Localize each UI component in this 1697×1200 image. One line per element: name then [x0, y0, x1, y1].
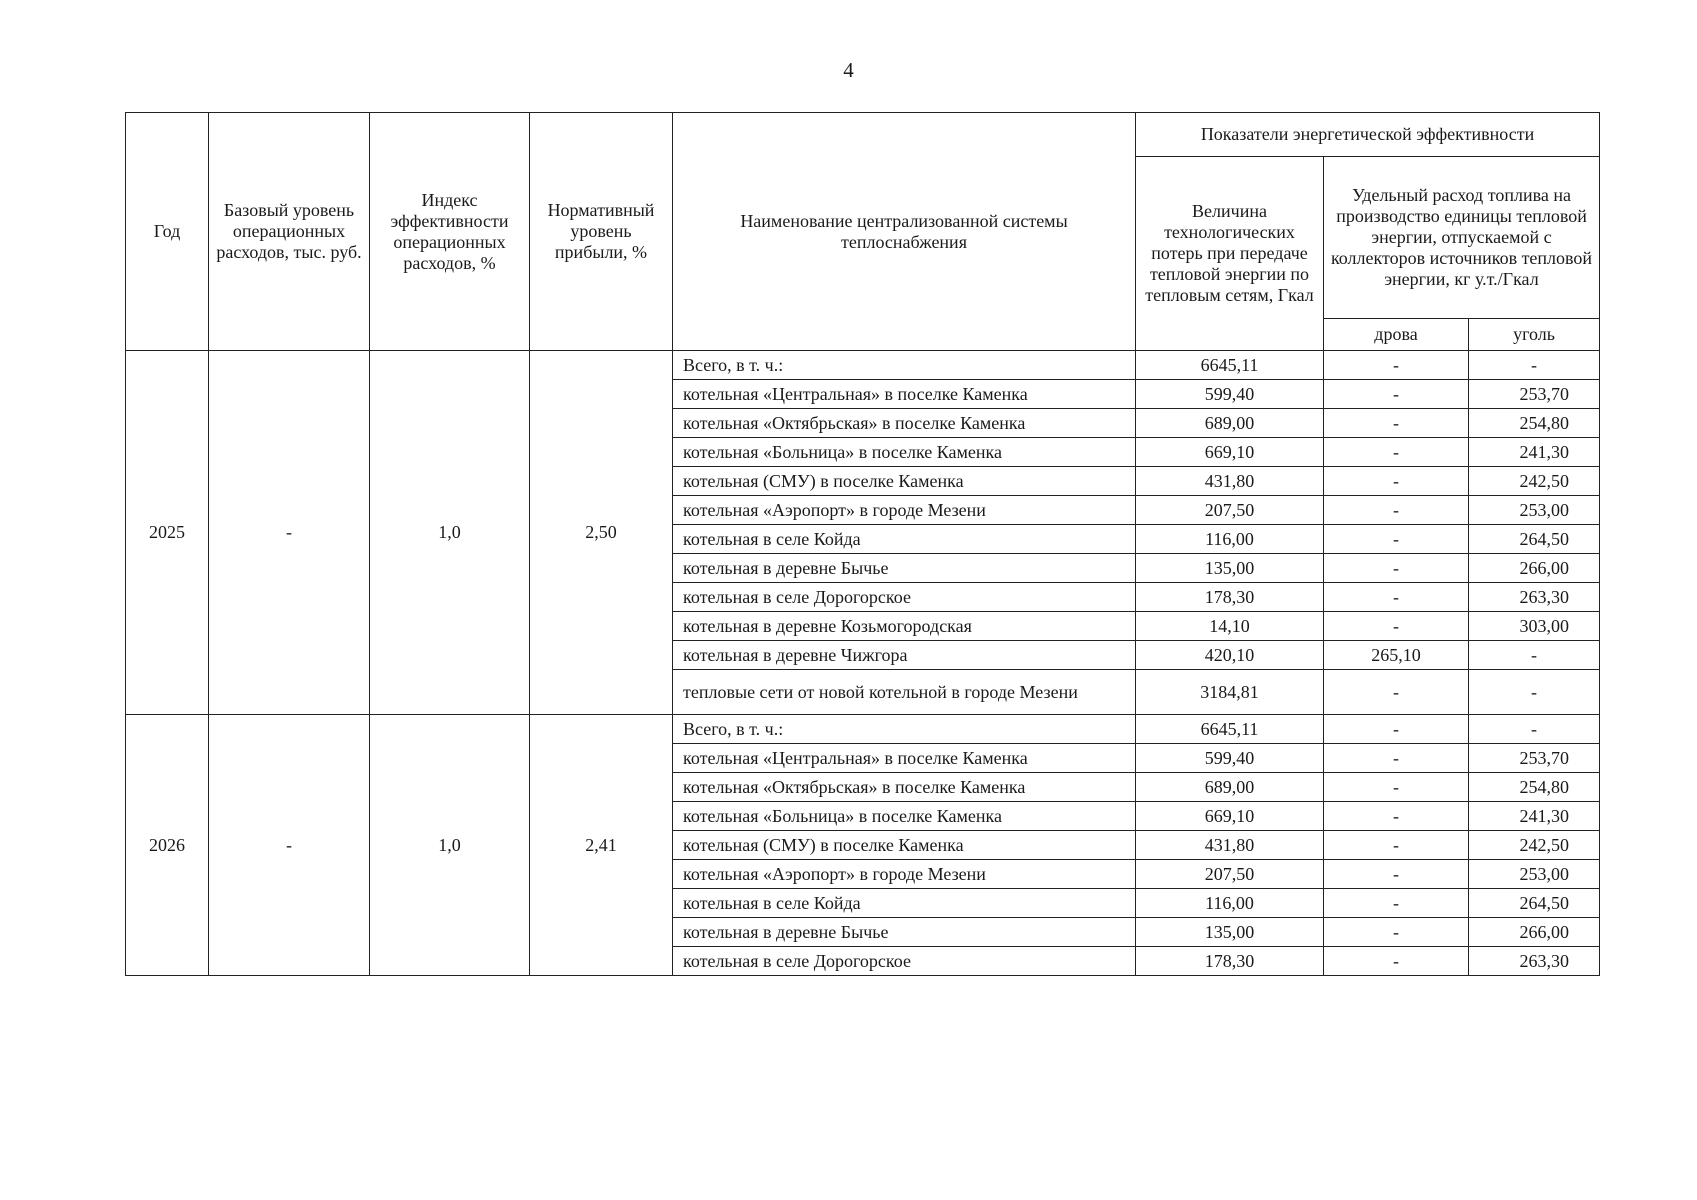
header-system-name: Наименование централизованной системы теплоснабжения — [673, 113, 1136, 351]
system-name-cell: котельная «Аэропорт» в городе Мезени — [673, 496, 1136, 525]
losses-cell: 6645,11 — [1136, 715, 1324, 744]
losses-cell: 3184,81 — [1136, 670, 1324, 715]
coal-cell: 254,80 — [1469, 409, 1600, 438]
header-fuel-consumption: Удельный расход топлива на производство единицы тепловой энергии, отпускаемой с коллекторов источников тепловой энергии, кг у.т./Гкал — [1324, 157, 1600, 319]
coal-cell: 241,30 — [1469, 802, 1600, 831]
coal-cell: - — [1469, 715, 1600, 744]
header-firewood: дрова — [1324, 319, 1469, 351]
system-name-cell: котельная (СМУ) в поселке Каменка — [673, 831, 1136, 860]
table-body — [126, 351, 1600, 976]
firewood-cell: - — [1324, 918, 1469, 947]
group-year: 2025 — [126, 351, 209, 715]
system-name-cell: котельная (СМУ) в поселке Каменка — [673, 467, 1136, 496]
firewood-cell: - — [1324, 409, 1469, 438]
coal-cell: 264,50 — [1469, 889, 1600, 918]
losses-cell: 14,10 — [1136, 612, 1324, 641]
coal-cell: 253,70 — [1469, 380, 1600, 409]
group-profit-level: 2,41 — [530, 715, 673, 976]
firewood-cell: - — [1324, 860, 1469, 889]
coal-cell: 253,00 — [1469, 496, 1600, 525]
losses-cell: 207,50 — [1136, 496, 1324, 525]
losses-cell: 431,80 — [1136, 467, 1324, 496]
losses-cell: 135,00 — [1136, 918, 1324, 947]
coal-cell: 253,70 — [1469, 744, 1600, 773]
coal-cell: 254,80 — [1469, 773, 1600, 802]
header-coal: уголь — [1469, 319, 1600, 351]
system-name-cell: котельная в деревне Бычье — [673, 918, 1136, 947]
header-year: Год — [126, 113, 209, 351]
system-name-cell: котельная «Аэропорт» в городе Мезени — [673, 860, 1136, 889]
table-row — [126, 351, 1600, 380]
firewood-cell: - — [1324, 773, 1469, 802]
system-name-cell: тепловые сети от новой котельной в городе Мезени — [673, 670, 1136, 715]
system-name-cell: котельная в деревне Чижгора — [673, 641, 1136, 670]
coal-cell: 266,00 — [1469, 554, 1600, 583]
losses-cell: 207,50 — [1136, 860, 1324, 889]
losses-cell: 599,40 — [1136, 744, 1324, 773]
group-efficiency-index: 1,0 — [370, 715, 530, 976]
coal-cell: 263,30 — [1469, 583, 1600, 612]
firewood-cell: - — [1324, 380, 1469, 409]
firewood-cell: - — [1324, 612, 1469, 641]
losses-cell: 420,10 — [1136, 641, 1324, 670]
coal-cell: - — [1469, 641, 1600, 670]
system-name-cell: котельная в селе Дорогорское — [673, 583, 1136, 612]
firewood-cell: - — [1324, 525, 1469, 554]
tariff-table — [125, 112, 1600, 976]
firewood-cell: - — [1324, 583, 1469, 612]
system-name-cell: котельная в селе Койда — [673, 525, 1136, 554]
system-name-cell: котельная в деревне Козьмогородская — [673, 612, 1136, 641]
losses-cell: 178,30 — [1136, 583, 1324, 612]
system-name-cell: котельная «Октябрьская» в поселке Каменка — [673, 773, 1136, 802]
system-name-cell: котельная «Октябрьская» в поселке Каменка — [673, 409, 1136, 438]
coal-cell: 303,00 — [1469, 612, 1600, 641]
coal-cell: 263,30 — [1469, 947, 1600, 976]
losses-cell: 689,00 — [1136, 409, 1324, 438]
firewood-cell: - — [1324, 715, 1469, 744]
system-name-cell: котельная «Центральная» в поселке Каменка — [673, 744, 1136, 773]
losses-cell: 669,10 — [1136, 802, 1324, 831]
system-name-cell: котельная в деревне Бычье — [673, 554, 1136, 583]
header-base-level: Базовый уровень операционных расходов, тыс. руб. — [209, 113, 370, 351]
losses-cell: 669,10 — [1136, 438, 1324, 467]
system-name-cell: Всего, в т. ч.: — [673, 351, 1136, 380]
coal-cell: - — [1469, 351, 1600, 380]
coal-cell: 241,30 — [1469, 438, 1600, 467]
header-losses: Величина технологических потерь при передаче тепловой энергии по тепловым сетям, Гкал — [1136, 157, 1324, 351]
firewood-cell: - — [1324, 438, 1469, 467]
group-year: 2026 — [126, 715, 209, 976]
losses-cell: 116,00 — [1136, 889, 1324, 918]
losses-cell: 178,30 — [1136, 947, 1324, 976]
group-base-level: - — [209, 351, 370, 715]
firewood-cell: - — [1324, 889, 1469, 918]
coal-cell: 264,50 — [1469, 525, 1600, 554]
firewood-cell: 265,10 — [1324, 641, 1469, 670]
header-efficiency-index: Индекс эффективности операционных расходов, % — [370, 113, 530, 351]
coal-cell: 266,00 — [1469, 918, 1600, 947]
coal-cell: - — [1469, 670, 1600, 715]
losses-cell: 599,40 — [1136, 380, 1324, 409]
system-name-cell: Всего, в т. ч.: — [673, 715, 1136, 744]
firewood-cell: - — [1324, 744, 1469, 773]
losses-cell: 431,80 — [1136, 831, 1324, 860]
firewood-cell: - — [1324, 496, 1469, 525]
system-name-cell: котельная «Центральная» в поселке Каменка — [673, 380, 1136, 409]
group-base-level: - — [209, 715, 370, 976]
header-energy-indicators: Показатели энергетической эффективности — [1136, 113, 1600, 157]
firewood-cell: - — [1324, 831, 1469, 860]
losses-cell: 135,00 — [1136, 554, 1324, 583]
firewood-cell: - — [1324, 670, 1469, 715]
system-name-cell: котельная в селе Дорогорское — [673, 947, 1136, 976]
table-row — [126, 715, 1600, 744]
firewood-cell: - — [1324, 554, 1469, 583]
system-name-cell: котельная в селе Койда — [673, 889, 1136, 918]
group-efficiency-index: 1,0 — [370, 351, 530, 715]
firewood-cell: - — [1324, 947, 1469, 976]
firewood-cell: - — [1324, 467, 1469, 496]
system-name-cell: котельная «Больница» в поселке Каменка — [673, 438, 1136, 467]
losses-cell: 689,00 — [1136, 773, 1324, 802]
coal-cell: 253,00 — [1469, 860, 1600, 889]
page-number: 4 — [843, 58, 854, 82]
losses-cell: 116,00 — [1136, 525, 1324, 554]
group-profit-level: 2,50 — [530, 351, 673, 715]
losses-cell: 6645,11 — [1136, 351, 1324, 380]
coal-cell: 242,50 — [1469, 831, 1600, 860]
table-header — [126, 113, 1600, 351]
coal-cell: 242,50 — [1469, 467, 1600, 496]
system-name-cell: котельная «Больница» в поселке Каменка — [673, 802, 1136, 831]
firewood-cell: - — [1324, 802, 1469, 831]
header-profit-level: Нормативный уровень прибыли, % — [530, 113, 673, 351]
firewood-cell: - — [1324, 351, 1469, 380]
